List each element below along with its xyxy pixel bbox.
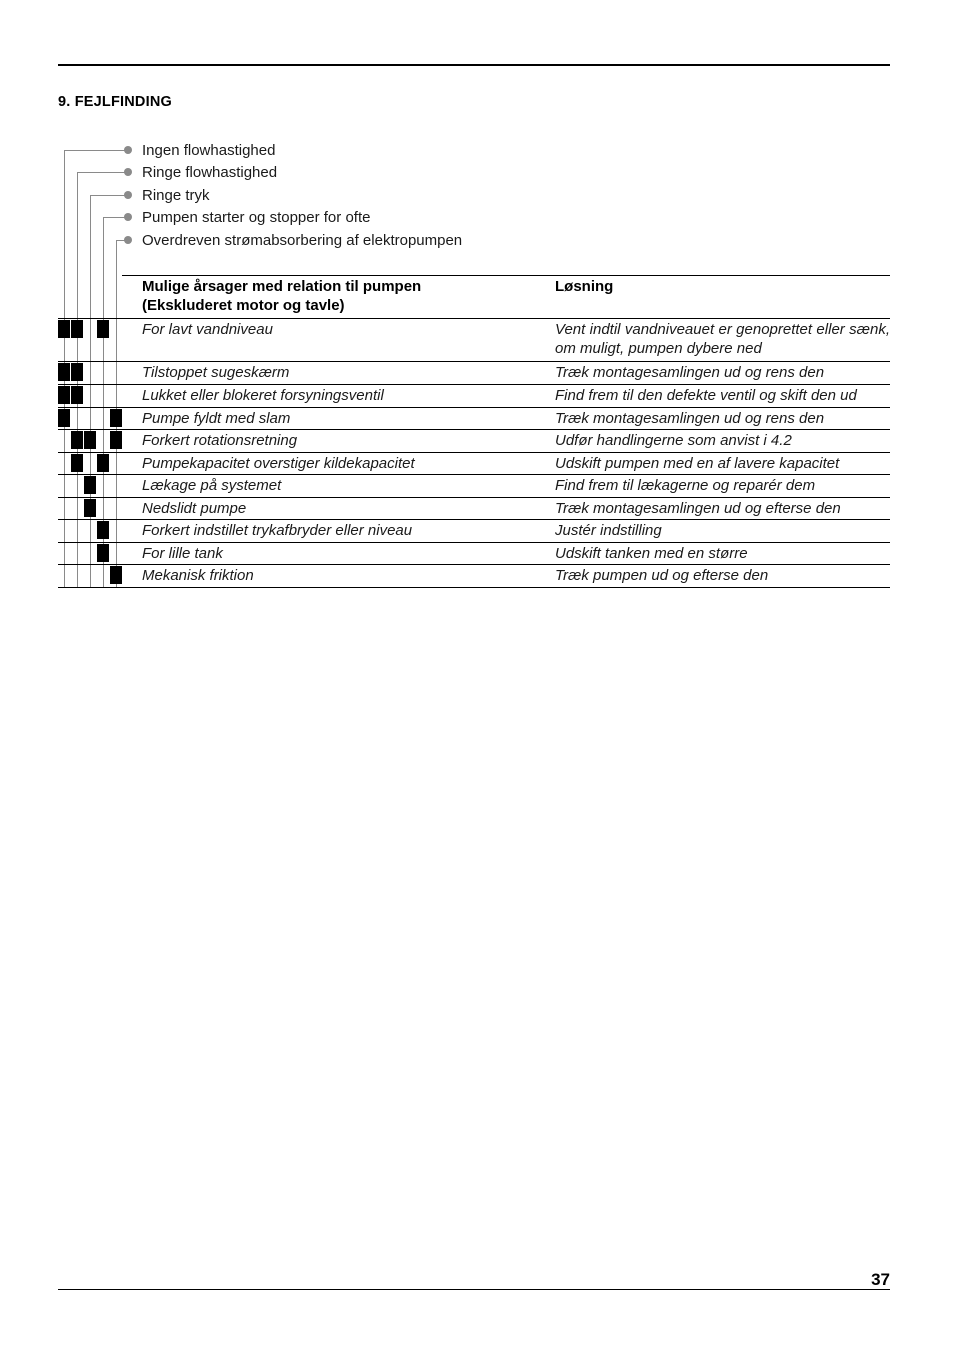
symptom-label-2: Ringe flowhastighed [142, 164, 278, 181]
row-11-cause: Mekanisk friktion [142, 567, 254, 584]
symptom-label-5: Overdreven strømabsorbering af elektropumpen [142, 232, 463, 249]
symptom-mark [71, 431, 83, 449]
row-separator [58, 564, 890, 565]
symptom-mark [97, 521, 109, 539]
symptom-mark [84, 499, 96, 517]
row-3-cause: Lukket eller blokeret forsyningsventil [142, 387, 384, 404]
row-separator [58, 384, 890, 385]
row-1-solution: Vent indtil vandniveauet er genoprettet eller sænk, om muligt, pumpen dybere ned [555, 321, 890, 357]
row-separator [58, 452, 890, 453]
row-4-solution: Træk montagesamlingen ud og rens den [555, 410, 825, 427]
row-5-cause: Forkert rotationsretning [142, 432, 298, 449]
symptom-connector-h-3 [90, 195, 125, 196]
header-cause: Mulige årsager med relation til pumpen (Ekskluderet motor og tavle) [142, 278, 422, 314]
symptom-label-3: Ringe tryk [142, 187, 210, 204]
symptom-connector-h-2 [77, 172, 125, 173]
row-separator [58, 318, 890, 319]
row-9-solution: Justér indstilling [555, 522, 662, 539]
symptom-mark [58, 320, 70, 338]
symptom-dot-5 [124, 236, 132, 244]
symptom-connector-h-5 [116, 240, 125, 241]
row-2-cause: Tilstoppet sugeskærm [142, 364, 290, 381]
row-4-cause: Pumpe fyldt med slam [142, 410, 291, 427]
row-10-solution: Udskift tanken med en større [555, 545, 748, 562]
row-6-solution: Udskift pumpen med en af lavere kapacitet [555, 455, 840, 472]
row-separator [58, 429, 890, 430]
row-9-cause: Forkert indstillet trykafbryder eller niveau [142, 522, 413, 539]
symptom-mark [97, 320, 109, 338]
row-7-solution: Find frem til lækagerne og reparér dem [555, 477, 816, 494]
symptom-mark [110, 431, 122, 449]
symptom-mark [97, 544, 109, 562]
symptom-dot-4 [124, 213, 132, 221]
row-1-cause: For lavt vandniveau [142, 321, 273, 338]
row-11-solution: Træk pumpen ud og efterse den [555, 567, 769, 584]
header-solution: Løsning [555, 278, 614, 295]
table-top-rule [122, 275, 890, 276]
symptom-mark [71, 454, 83, 472]
symptom-connector-v-4 [103, 217, 104, 318]
page-number: 37 [871, 1270, 890, 1289]
row-separator [58, 587, 890, 588]
symptom-mark [71, 363, 83, 381]
symptom-mark [58, 386, 70, 404]
row-2-solution: Træk montagesamlingen ud og rens den [555, 364, 825, 381]
symptom-mark [84, 476, 96, 494]
row-5-solution: Udfør handlingerne som anvist i 4.2 [555, 432, 792, 449]
symptom-connector-h-4 [103, 217, 125, 218]
row-separator [58, 474, 890, 475]
symptom-label-1: Ingen flowhastighed [142, 142, 276, 159]
row-10-cause: For lille tank [142, 545, 223, 562]
section-heading: 9. FEJLFINDING [58, 94, 172, 110]
symptom-dot-3 [124, 191, 132, 199]
symptom-mark [97, 454, 109, 472]
row-6-cause: Pumpekapacitet overstiger kildekapacitet [142, 455, 415, 472]
top-rule [58, 64, 890, 66]
symptom-connector-h-1 [64, 150, 125, 151]
symptom-mark [110, 566, 122, 584]
symptom-mark [58, 363, 70, 381]
symptom-dot-2 [124, 168, 132, 176]
row-8-cause: Nedslidt pumpe [142, 500, 247, 517]
symptom-connector-v-2 [77, 172, 78, 318]
row-7-cause: Lækage på systemet [142, 477, 282, 494]
symptom-mark [110, 409, 122, 427]
symptom-dot-1 [124, 146, 132, 154]
row-separator [58, 497, 890, 498]
symptom-connector-v-5 [116, 240, 117, 318]
bottom-rule [58, 1289, 890, 1290]
row-separator [58, 361, 890, 362]
symptom-mark [71, 320, 83, 338]
symptom-mark [71, 386, 83, 404]
symptom-mark [58, 409, 70, 427]
symptom-label-4: Pumpen starter og stopper for ofte [142, 209, 371, 226]
symptom-connector-v-3 [90, 195, 91, 318]
row-separator [58, 542, 890, 543]
row-separator [58, 519, 890, 520]
row-3-solution: Find frem til den defekte ventil og skift den ud [555, 387, 857, 404]
row-separator [58, 407, 890, 408]
row-8-solution: Træk montagesamlingen ud og efterse den [555, 500, 841, 517]
symptom-connector-v-1 [64, 150, 65, 318]
symptom-mark [84, 431, 96, 449]
